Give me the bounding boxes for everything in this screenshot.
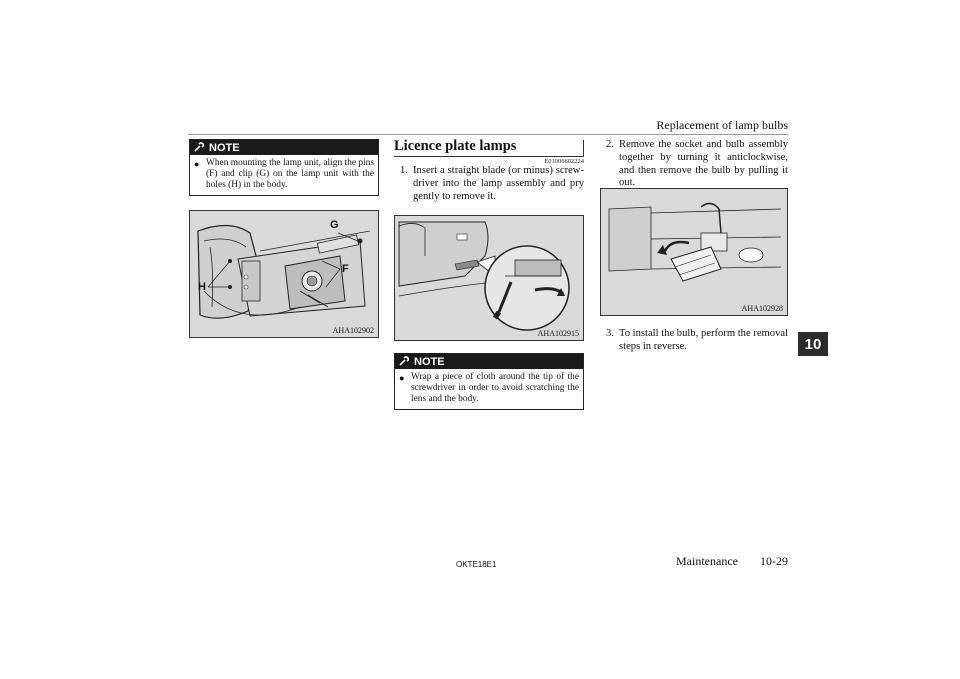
step-2 [606, 139, 788, 190]
callout-f: F [342, 263, 349, 275]
figure-pry-lamp [394, 215, 584, 341]
figure-code: AHA102902 [332, 326, 374, 335]
running-head: Replacement of lamp bulbs [656, 118, 788, 132]
section-rule [394, 156, 584, 157]
section-rule-vertical [583, 140, 584, 156]
note-text: Wrap a piece of cloth around the tip of the screwdriver in order to avoid scratching the lens and the body. [411, 372, 579, 404]
step-text: Insert a straight blade (or minus) screw-driver into the lamp assembly and pry gently to remove it. [413, 165, 584, 202]
step-text: Remove the socket and bulb assembly together by turning it anticlockwise, and then remove the bulb by pulling it out. [619, 139, 788, 189]
step-3 [606, 328, 788, 354]
wrench-icon [399, 356, 411, 367]
figure-code: AHA102928 [741, 304, 783, 313]
chapter-tab: 10 [798, 332, 828, 356]
note-label: NOTE [209, 141, 240, 154]
note-label: NOTE [414, 355, 445, 368]
wrench-icon [194, 142, 206, 153]
step-number: 2. [606, 139, 614, 150]
step-text: To install the bulb, perform the removal steps in reverse. [619, 328, 789, 352]
footer-section: Maintenance [676, 554, 738, 568]
callout-g: G [330, 219, 339, 231]
callout-h: H [198, 281, 206, 293]
note-header [190, 140, 378, 155]
step-1 [400, 165, 584, 203]
figure-lamp-mounting [189, 210, 379, 338]
note-box-middle [394, 353, 584, 410]
section-code: E01006602224 [544, 158, 584, 165]
bullet-icon: ● [399, 373, 405, 383]
figure-code: AHA102915 [537, 329, 579, 338]
header-rule [188, 134, 788, 135]
note-text: When mounting the lamp unit, align the pins (F) and clip (G) on the lamp unit with the holes (H) in the body. [206, 158, 374, 190]
section-title: Licence plate lamps [394, 138, 517, 154]
note-header [395, 354, 583, 369]
footer-page-number: 10-29 [760, 554, 788, 568]
step-number: 3. [606, 328, 614, 339]
bullet-icon: ● [194, 159, 200, 169]
step-number: 1. [400, 165, 408, 176]
note-box-left [189, 139, 379, 196]
footer-doc-code: OKTE18E1 [456, 560, 497, 569]
figure-socket-removal [600, 188, 788, 316]
